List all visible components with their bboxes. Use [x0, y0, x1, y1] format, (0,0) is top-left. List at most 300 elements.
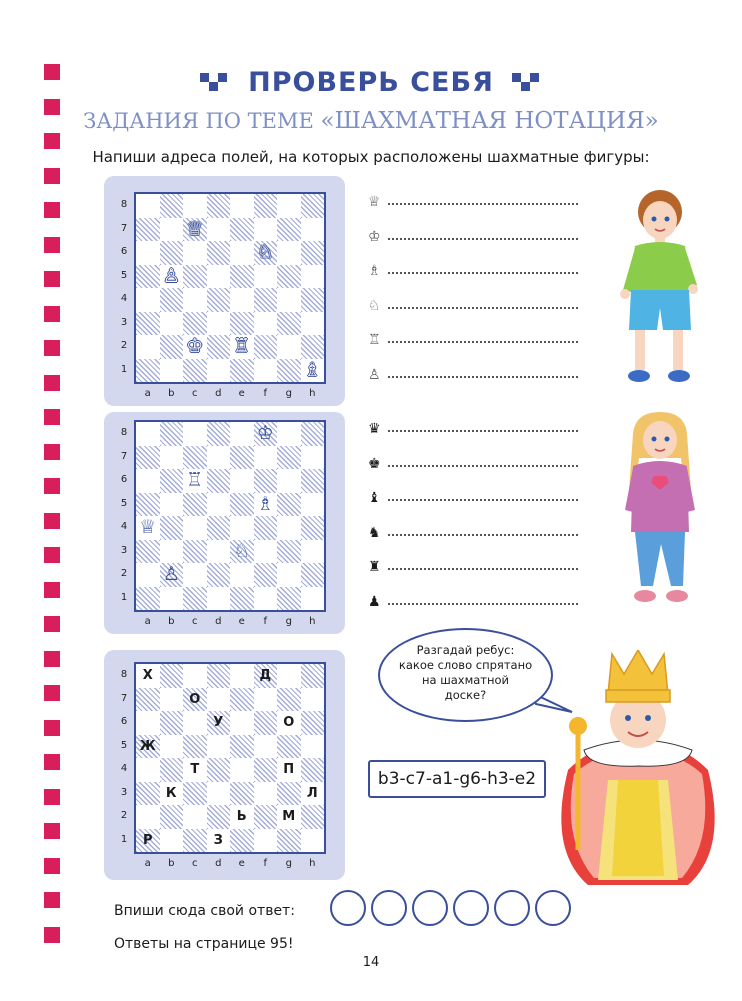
- board-light-square: [207, 688, 231, 712]
- side-deco-square: [44, 444, 60, 460]
- file-label: h: [309, 388, 316, 399]
- rebus-code-box: b3-c7-a1-g6-h3-e2: [368, 760, 546, 798]
- board1-piece-b5: ♙: [162, 264, 180, 287]
- board-light-square: [254, 829, 278, 853]
- board-dark-square: [160, 516, 184, 540]
- board-panel-2: [104, 412, 345, 634]
- board-dark-square: [277, 587, 301, 611]
- board-dark-square: [301, 422, 325, 446]
- board-light-square: [301, 688, 325, 712]
- answer-letter-circle[interactable]: [535, 890, 571, 926]
- board-dark-square: [254, 711, 278, 735]
- rebus-letter-c4: Т: [190, 762, 200, 777]
- file-label: b: [168, 388, 175, 399]
- file-label: e: [238, 858, 245, 869]
- board-light-square: [230, 469, 254, 493]
- board-dark-square: [230, 735, 254, 759]
- side-deco-square: [44, 237, 60, 253]
- side-deco-square: [44, 306, 60, 322]
- file-label: e: [238, 616, 245, 627]
- board-light-square: [277, 335, 301, 359]
- answer-dotted-line[interactable]: [388, 272, 578, 274]
- board2-piece-e3: ♘: [233, 539, 251, 562]
- black-king-icon: ♚: [368, 455, 381, 472]
- side-deco-square: [44, 271, 60, 287]
- white-pawn-icon: ♙: [368, 366, 381, 383]
- board-dark-square: [254, 563, 278, 587]
- board-dark-square: [207, 194, 231, 218]
- rank-label: 1: [120, 363, 128, 375]
- board-light-square: [160, 735, 184, 759]
- board-light-square: [207, 218, 231, 242]
- board-light-square: [183, 805, 207, 829]
- board1-piece-e2: ♖: [233, 335, 251, 357]
- side-deco-square: [44, 651, 60, 667]
- board-light-square: [254, 218, 278, 242]
- board-dark-square: [277, 218, 301, 242]
- file-label: a: [144, 388, 151, 399]
- board-light-square: [301, 587, 325, 611]
- answer-dotted-line[interactable]: [388, 307, 578, 309]
- side-deco-square: [44, 789, 60, 805]
- board-light-square: [277, 469, 301, 493]
- rank-label: 4: [120, 521, 128, 532]
- board-light-square: [301, 540, 325, 564]
- rebus-letter-a1: Р: [142, 832, 153, 848]
- rebus-letter-f8: Д: [259, 668, 272, 683]
- board-light-square: [160, 218, 184, 242]
- board-dark-square: [301, 711, 325, 735]
- side-deco-square: [44, 202, 60, 218]
- board-dark-square: [301, 241, 325, 265]
- board-light-square: [254, 446, 278, 470]
- board-dark-square: [301, 758, 325, 782]
- subtitle-prefix: ЗАДАНИЯ ПО ТЕМЕ: [83, 109, 314, 133]
- board-light-square: [183, 194, 207, 218]
- rank-label: 4: [120, 293, 128, 304]
- board-dark-square: [277, 359, 301, 383]
- board-panel-1: [104, 176, 345, 406]
- board-light-square: [207, 587, 231, 611]
- page-number: 14: [362, 955, 380, 970]
- board1-piece-f6: ♘: [256, 241, 274, 263]
- file-label: e: [238, 388, 245, 399]
- board-dark-square: [207, 288, 231, 312]
- bubble-line-4: доске?: [444, 688, 487, 702]
- side-deco-square: [44, 892, 60, 908]
- rank-label: 7: [120, 222, 128, 234]
- board-light-square: [183, 563, 207, 587]
- board-dark-square: [301, 805, 325, 829]
- page-title: [0, 66, 742, 98]
- board-light-square: [277, 563, 301, 587]
- board-light-square: [254, 782, 278, 806]
- board-dark-square: [277, 312, 301, 336]
- board-dark-square: [254, 288, 278, 312]
- board-dark-square: [160, 805, 184, 829]
- board-light-square: [160, 540, 184, 564]
- board-light-square: [230, 288, 254, 312]
- board-dark-square: [183, 265, 207, 289]
- board-dark-square: [301, 664, 325, 688]
- rank-label: 7: [120, 692, 128, 704]
- board-dark-square: [136, 265, 160, 289]
- rebus-letter-b3: К: [165, 785, 177, 801]
- board-dark-square: [183, 587, 207, 611]
- board-light-square: [183, 422, 207, 446]
- board-dark-square: [230, 446, 254, 470]
- board-dark-square: [254, 469, 278, 493]
- board-light-square: [254, 587, 278, 611]
- file-label: d: [215, 616, 222, 627]
- board-light-square: [160, 493, 184, 517]
- board-dark-square: [183, 540, 207, 564]
- board-dark-square: [136, 446, 160, 470]
- answer-dotted-line[interactable]: [388, 499, 578, 501]
- board-dark-square: [136, 782, 160, 806]
- rank-label: 8: [120, 669, 128, 680]
- answer-dotted-line[interactable]: [388, 568, 578, 570]
- girl-illustration: [615, 410, 705, 610]
- file-label: f: [263, 616, 268, 627]
- board-light-square: [230, 711, 254, 735]
- board-light-square: [301, 735, 325, 759]
- rank-label: 8: [120, 199, 128, 210]
- board-dark-square: [160, 664, 184, 688]
- rebus-letter-g2: М: [282, 809, 296, 824]
- answer-dotted-line[interactable]: [388, 238, 578, 240]
- answer-dotted-line[interactable]: [388, 534, 578, 536]
- board-dark-square: [230, 829, 254, 853]
- file-label: c: [192, 616, 198, 627]
- board-dark-square: [160, 422, 184, 446]
- board-light-square: [230, 241, 254, 265]
- board-dark-square: [230, 218, 254, 242]
- board-dark-square: [301, 288, 325, 312]
- board-dark-square: [183, 312, 207, 336]
- file-label: c: [192, 388, 198, 399]
- board-light-square: [160, 587, 184, 611]
- board-dark-square: [230, 587, 254, 611]
- board2-piece-f5: ♗: [256, 492, 274, 515]
- side-deco-square: [44, 375, 60, 391]
- side-deco-square: [44, 168, 60, 184]
- file-label: h: [309, 616, 316, 627]
- side-decoration-squares: [44, 64, 60, 954]
- board-dark-square: [254, 194, 278, 218]
- board-dark-square: [277, 688, 301, 712]
- answer-dotted-line[interactable]: [388, 465, 578, 467]
- file-label: b: [168, 616, 175, 627]
- file-label: g: [285, 858, 292, 869]
- board-dark-square: [230, 265, 254, 289]
- board-light-square: [207, 735, 231, 759]
- board-light-square: [254, 265, 278, 289]
- board-light-square: [230, 422, 254, 446]
- subtitle-topic: «ШАХМАТНАЯ НОТАЦИЯ»: [320, 108, 659, 134]
- board-dark-square: [207, 516, 231, 540]
- board-light-square: [301, 218, 325, 242]
- board-dark-square: [207, 563, 231, 587]
- file-label: a: [144, 858, 151, 869]
- rebus-letter-h3: Л: [306, 785, 318, 801]
- file-label: c: [192, 858, 198, 869]
- rank-label: 3: [120, 786, 128, 798]
- board-dark-square: [183, 359, 207, 383]
- board-light-square: [183, 711, 207, 735]
- board-dark-square: [230, 312, 254, 336]
- king-mascot-illustration: [548, 650, 728, 890]
- board-dark-square: [254, 758, 278, 782]
- bubble-line-1: Разгадай ребус:: [416, 643, 515, 657]
- board-light-square: [277, 241, 301, 265]
- board1-piece-c2: ♔: [186, 335, 204, 357]
- board-dark-square: [207, 335, 231, 359]
- rebus-speech-bubble: [378, 628, 553, 722]
- board-light-square: [160, 359, 184, 383]
- board-light-square: [136, 288, 160, 312]
- board-dark-square: [230, 359, 254, 383]
- rebus-letter-c7: О: [189, 691, 201, 707]
- board2-piece-b2: ♙: [162, 563, 180, 585]
- rank-label: 1: [120, 833, 128, 845]
- board-dark-square: [136, 688, 160, 712]
- rebus-letter-e2: Ь: [236, 809, 247, 824]
- checker-icon-right: [512, 73, 542, 93]
- board-dark-square: [207, 422, 231, 446]
- board1-piece-c7: ♕: [186, 217, 204, 240]
- board-dark-square: [160, 241, 184, 265]
- board-light-square: [136, 241, 160, 265]
- board-light-square: [207, 446, 231, 470]
- rank-label: 2: [120, 340, 128, 351]
- board-light-square: [277, 194, 301, 218]
- file-label: f: [263, 858, 268, 869]
- checker-icon-left: [200, 73, 230, 93]
- board-light-square: [160, 688, 184, 712]
- board-light-square: [136, 711, 160, 735]
- board-dark-square: [230, 493, 254, 517]
- rank-label: 5: [120, 497, 128, 509]
- board-light-square: [207, 265, 231, 289]
- board-dark-square: [183, 735, 207, 759]
- board2-piece-a4: ♕: [139, 516, 157, 538]
- answer-dotted-line[interactable]: [388, 341, 578, 343]
- board-dark-square: [301, 516, 325, 540]
- board-light-square: [254, 359, 278, 383]
- board-dark-square: [277, 493, 301, 517]
- board-dark-square: [277, 265, 301, 289]
- rebus-letter-d6: У: [213, 715, 224, 730]
- rank-label: 6: [120, 474, 128, 485]
- board-dark-square: [183, 446, 207, 470]
- answer-letter-circle[interactable]: [371, 890, 407, 926]
- board-dark-square: [207, 758, 231, 782]
- side-deco-square: [44, 858, 60, 874]
- board-dark-square: [136, 493, 160, 517]
- rebus-letter-g4: П: [283, 762, 295, 777]
- side-deco-square: [44, 823, 60, 839]
- rank-label: 3: [120, 544, 128, 556]
- board2-piece-f8: ♔: [256, 422, 274, 444]
- rank-label: 1: [120, 591, 128, 603]
- board-light-square: [160, 829, 184, 853]
- board-light-square: [136, 758, 160, 782]
- board-light-square: [136, 563, 160, 587]
- file-label: d: [215, 858, 222, 869]
- board-dark-square: [160, 469, 184, 493]
- board-dark-square: [254, 805, 278, 829]
- answer-letter-circle[interactable]: [453, 890, 489, 926]
- board-light-square: [301, 829, 325, 853]
- answer-dotted-line[interactable]: [388, 430, 578, 432]
- board-light-square: [230, 194, 254, 218]
- board-light-square: [207, 782, 231, 806]
- board-light-square: [254, 688, 278, 712]
- bubble-line-2: какое слово спрятано: [398, 658, 533, 672]
- answer-label: Впиши сюда свой ответ:: [114, 903, 295, 919]
- file-label: g: [285, 388, 292, 399]
- board-light-square: [160, 312, 184, 336]
- board-dark-square: [207, 469, 231, 493]
- rank-label: 8: [120, 427, 128, 438]
- board-dark-square: [277, 446, 301, 470]
- rebus-letter-g6: О: [283, 715, 295, 730]
- board-dark-square: [183, 782, 207, 806]
- board1-piece-h1: ♗: [303, 358, 321, 381]
- board-dark-square: [254, 335, 278, 359]
- rank-label: 6: [120, 246, 128, 257]
- board-light-square: [301, 312, 325, 336]
- task-instruction: Напиши адреса полей, на которых расположены шахматные фигуры:: [92, 148, 650, 166]
- board-dark-square: [230, 688, 254, 712]
- board-light-square: [254, 735, 278, 759]
- board-light-square: [277, 288, 301, 312]
- boy-illustration: [615, 190, 705, 390]
- board-light-square: [136, 335, 160, 359]
- board-dark-square: [301, 563, 325, 587]
- board-light-square: [183, 241, 207, 265]
- side-deco-square: [44, 616, 60, 632]
- board-dark-square: [136, 540, 160, 564]
- board-dark-square: [136, 587, 160, 611]
- black-pawn-icon: ♟: [368, 593, 381, 610]
- board-dark-square: [301, 335, 325, 359]
- black-bishop-icon: ♝: [368, 490, 381, 506]
- white-rook-icon: ♖: [368, 332, 381, 348]
- answer-circles: [330, 890, 575, 930]
- board-light-square: [207, 312, 231, 336]
- rank-label: 6: [120, 716, 128, 727]
- board-dark-square: [160, 288, 184, 312]
- rebus-letter-d1: З: [213, 832, 223, 848]
- board-dark-square: [160, 711, 184, 735]
- page-subtitle: [0, 108, 742, 134]
- rank-label: 4: [120, 763, 128, 774]
- answer-letter-circle[interactable]: [412, 890, 448, 926]
- title-text: ПРОВЕРЬ СЕБЯ: [248, 67, 494, 98]
- side-deco-square: [44, 133, 60, 149]
- board-dark-square: [277, 735, 301, 759]
- board-dark-square: [207, 805, 231, 829]
- answer-letter-circle[interactable]: [330, 890, 366, 926]
- answer-dotted-line[interactable]: [388, 376, 578, 378]
- board-light-square: [183, 288, 207, 312]
- rank-label: 5: [120, 269, 128, 281]
- board-dark-square: [301, 469, 325, 493]
- board-light-square: [136, 422, 160, 446]
- board-light-square: [301, 493, 325, 517]
- side-deco-square: [44, 685, 60, 701]
- board-light-square: [301, 265, 325, 289]
- side-deco-square: [44, 547, 60, 563]
- board-light-square: [136, 194, 160, 218]
- board-light-square: [136, 805, 160, 829]
- board-dark-square: [207, 241, 231, 265]
- side-deco-square: [44, 720, 60, 736]
- side-deco-square: [44, 340, 60, 356]
- board-dark-square: [160, 335, 184, 359]
- board-dark-square: [183, 493, 207, 517]
- board-light-square: [136, 469, 160, 493]
- file-label: d: [215, 388, 222, 399]
- board-dark-square: [183, 829, 207, 853]
- file-label: b: [168, 858, 175, 869]
- white-king-icon: ♔: [368, 228, 381, 245]
- side-deco-square: [44, 478, 60, 494]
- board-light-square: [277, 664, 301, 688]
- rebus-letter-a5: Ж: [139, 738, 156, 754]
- board-dark-square: [207, 664, 231, 688]
- file-label: h: [309, 858, 316, 869]
- answer-dotted-line[interactable]: [388, 203, 578, 205]
- white-knight-icon: ♘: [368, 297, 381, 314]
- board-light-square: [277, 516, 301, 540]
- answer-letter-circle[interactable]: [494, 890, 530, 926]
- board-dark-square: [301, 194, 325, 218]
- answer-dotted-line[interactable]: [388, 603, 578, 605]
- side-deco-square: [44, 513, 60, 529]
- board-dark-square: [136, 312, 160, 336]
- board2-piece-c6: ♖: [186, 469, 204, 491]
- board-light-square: [183, 664, 207, 688]
- board-light-square: [301, 446, 325, 470]
- board-light-square: [230, 758, 254, 782]
- board-light-square: [183, 516, 207, 540]
- file-label: g: [285, 616, 292, 627]
- board-dark-square: [277, 782, 301, 806]
- file-label: f: [263, 388, 268, 399]
- board-dark-square: [160, 194, 184, 218]
- rank-label: 3: [120, 316, 128, 328]
- board-panel-3: [104, 650, 345, 880]
- answers-note: Ответы на странице 95!: [114, 936, 294, 952]
- white-bishop-icon: ♗: [368, 263, 381, 279]
- board-light-square: [277, 422, 301, 446]
- board-light-square: [207, 540, 231, 564]
- board-light-square: [230, 563, 254, 587]
- board-dark-square: [230, 782, 254, 806]
- rank-label: 2: [120, 810, 128, 821]
- side-deco-square: [44, 754, 60, 770]
- board-dark-square: [277, 829, 301, 853]
- white-queen-icon: ♕: [368, 194, 381, 210]
- side-deco-square: [44, 927, 60, 943]
- board-dark-square: [136, 218, 160, 242]
- rank-label: 5: [120, 739, 128, 751]
- board-dark-square: [254, 516, 278, 540]
- board-dark-square: [277, 540, 301, 564]
